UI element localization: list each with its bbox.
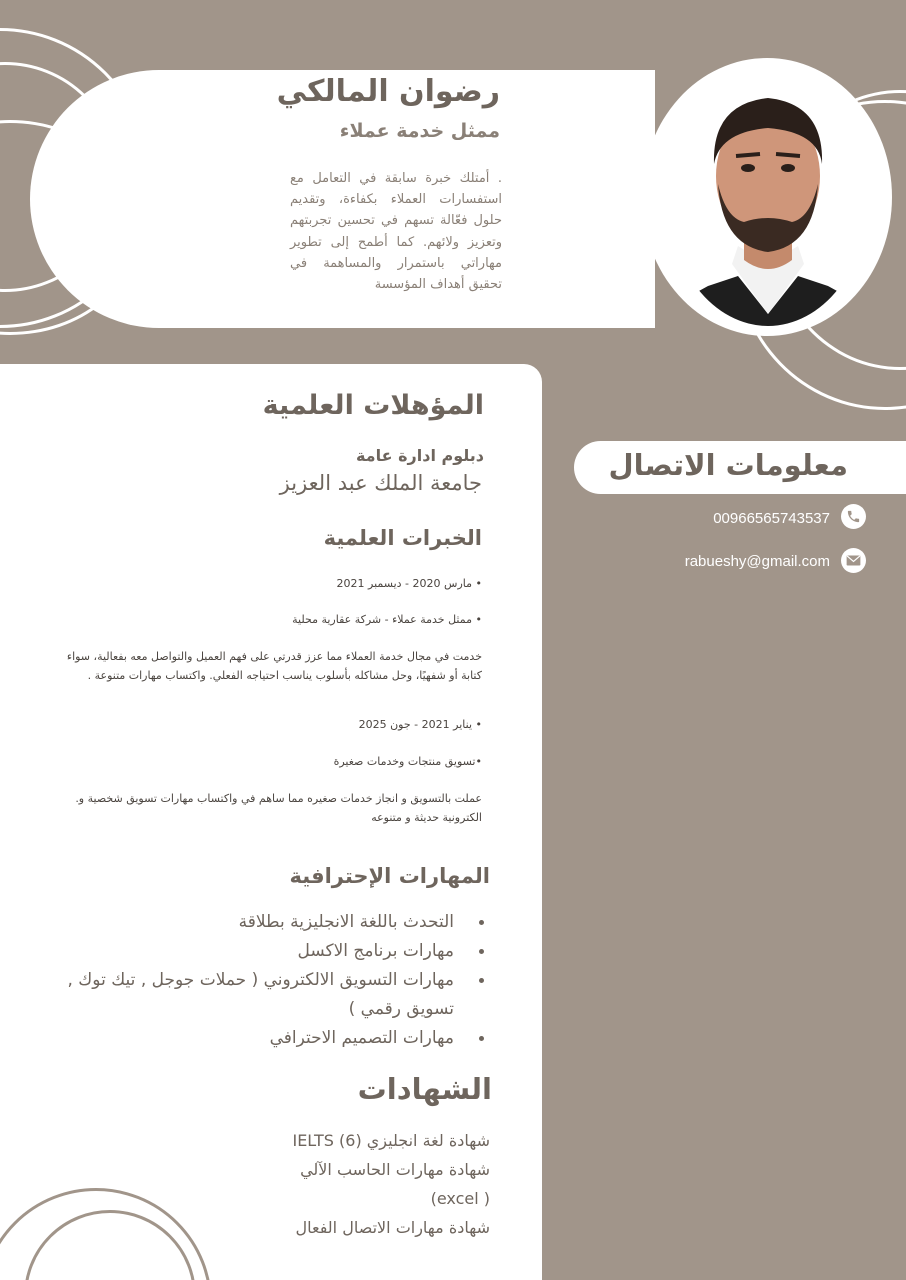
job-role: • ممثل خدمة عملاء - شركة عقارية محلية <box>292 613 482 626</box>
education-degree: دبلوم ادارة عامة <box>355 446 484 465</box>
profile-summary: . أمتلك خبرة سابقة في التعامل مع استفسارات العملاء بكفاءة، وتقديم حلول فعّالة تسهم في تحسين تجربتهم وتعزيز ولائهم. كما أطمح إلى تطوير مهاراتي باستمرار والمساهمة في تحقيق أهداف المؤسسة <box>290 171 502 293</box>
skill-item: مهارات التصميم الاحترافي <box>58 1024 488 1053</box>
phone-icon <box>841 504 866 529</box>
certificates-list <box>230 1126 490 1242</box>
skill-item: مهارات برنامج الاكسل <box>58 937 488 966</box>
job-description: خدمت في مجال خدمة العملاء مما عزز قدرتي على فهم العميل والتواصل معه بفعالية، سواء كتابة أو شفهيًا، وحل مشاكله بأسلوب يناسب احتياجه الفعلي. واكتساب مهارات متنوعة . <box>66 650 482 682</box>
certificate-item: شهادة مهارات الاتصال الفعال <box>295 1218 490 1237</box>
candidate-name: رضوان المالكي <box>276 74 500 109</box>
education-university: جامعة الملك عبد العزيز <box>279 471 482 495</box>
certificates-heading: الشهادات <box>357 1072 492 1106</box>
skills-heading: المهارات الإحترافية <box>289 864 490 888</box>
skill-item: مهارات التسويق الالكتروني ( حملات جوجل , تيك توك , تسويق رقمي ) <box>58 966 488 1024</box>
job-period: • يناير 2021 - جون 2025 <box>358 718 482 731</box>
education-heading: المؤهلات العلمية <box>262 390 484 421</box>
contact-phone[interactable]: 00966565743537 <box>713 510 830 527</box>
contact-email[interactable]: rabueshy@gmail.com <box>684 553 830 570</box>
certificate-item: شهادة مهارات الحاسب الآلي <box>300 1160 490 1179</box>
certificate-item: شهادة لغة انجليزي (6) IELTS <box>292 1131 490 1150</box>
job-title: ممثل خدمة عملاء <box>339 120 500 142</box>
job-role: •تسويق منتجات وخدمات صغيرة <box>333 755 482 768</box>
contact-heading: معلومات الاتصال <box>608 448 848 482</box>
skill-item: التحدث باللغة الانجليزية بطلاقة <box>58 908 488 937</box>
job-description: عملت بالتسويق و انجاز خدمات صغيره مما ساهم في واكتساب مهارات تسويق شخصية و. الكترونية حديثة و متنوعه <box>75 792 482 824</box>
job-period: • مارس 2020 - ديسمبر 2021 <box>336 577 482 590</box>
certificate-item: ( excel) <box>430 1189 490 1208</box>
experience-heading: الخبرات العلمية <box>323 526 482 550</box>
profile-photo <box>668 68 868 326</box>
envelope-icon <box>841 548 866 573</box>
skills-list <box>58 908 488 1053</box>
